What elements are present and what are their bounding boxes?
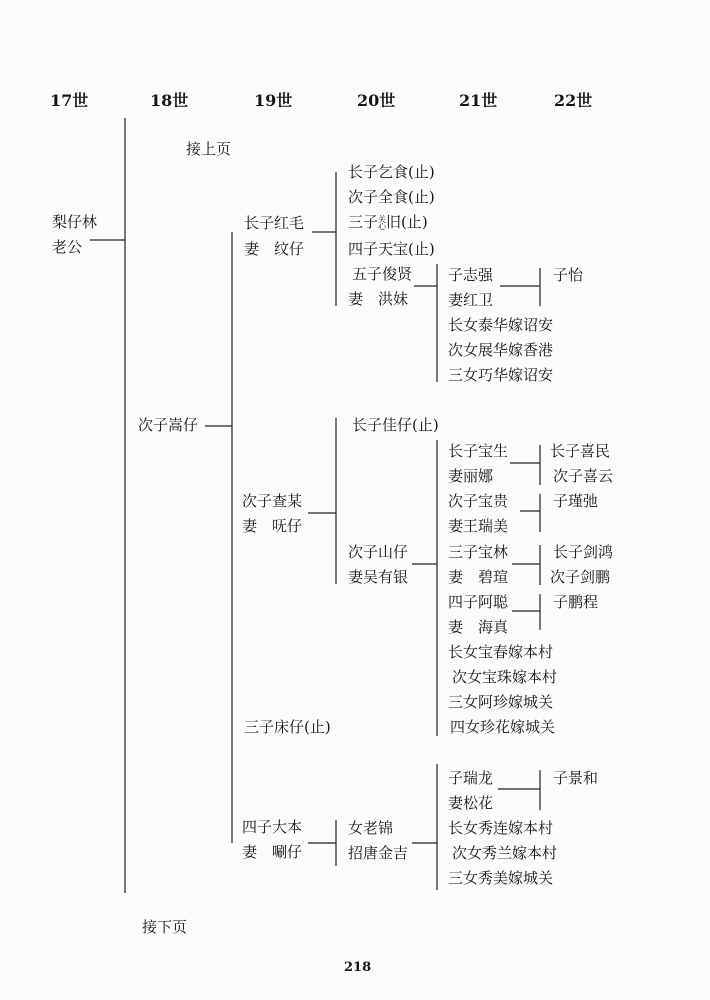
g21-daughter: 三女秀美嫁城关 xyxy=(448,869,554,887)
g21-daughter: 四女珍花嫁城关 xyxy=(450,718,556,736)
g20-son-a5: 五子俊贤 xyxy=(352,265,413,283)
g19-son-1: 长子红毛 xyxy=(244,214,305,232)
g21-daughter: 三女阿珍嫁城关 xyxy=(448,693,554,711)
g21-son: 次子宝贵 xyxy=(448,492,509,510)
g21-daughter: 三女巧华嫁诏安 xyxy=(448,366,554,384)
g21-daughter: 次女秀兰嫁本村 xyxy=(452,844,558,862)
g20-son-a3: 三子关 心旧(止) xyxy=(348,213,428,231)
g18-name: 次子嵩仔 xyxy=(138,416,199,434)
continued-to-note: 接下页 xyxy=(142,918,188,936)
g21-son: 子瑞龙 xyxy=(448,769,494,787)
g21-daughter: 长女泰华嫁诏安 xyxy=(448,316,554,334)
g20-daughter-c1: 女老锦 xyxy=(348,819,394,837)
g21-son: 长子宝生 xyxy=(448,442,509,460)
generation-header: 21世 xyxy=(459,91,498,110)
g21-daughter: 次女宝珠嫁本村 xyxy=(452,668,558,686)
generation-header: 22世 xyxy=(554,91,593,110)
g21-daughter: 次女展华嫁香港 xyxy=(448,341,554,359)
g22-son: 子瑾弛 xyxy=(553,492,599,510)
continued-from-note: 接上页 xyxy=(186,140,232,158)
g19-wife-1: 妻 纹仔 xyxy=(244,240,305,258)
g22-son: 次子剑鹏 xyxy=(550,568,611,586)
g22-son: 次子喜云 xyxy=(553,467,614,485)
g21-wife: 妻 海真 xyxy=(448,618,509,636)
g20-son-a1: 长子乞食(止) xyxy=(348,163,435,181)
g22-son: 子怡 xyxy=(553,266,584,284)
generation-header: 18世 xyxy=(150,91,189,110)
page-number: 218 xyxy=(344,960,372,975)
g21-son: 子志强 xyxy=(448,266,494,284)
g20-son-b2: 次子山仔 xyxy=(348,543,409,561)
g21-wife: 妻 碧瑄 xyxy=(448,568,509,586)
g20-son-a2: 次子全食(止) xyxy=(348,188,435,206)
g21-wife: 妻丽娜 xyxy=(448,467,494,485)
g21-son: 四子阿聪 xyxy=(448,593,509,611)
g21-wife: 妻红卫 xyxy=(448,291,494,309)
g21-son: 三子宝林 xyxy=(448,543,509,561)
g20-wife-b2: 妻吴有银 xyxy=(348,568,409,586)
g19-son-3: 三子床仔(止) xyxy=(244,718,331,736)
generation-header: 19世 xyxy=(254,91,293,110)
generation-header: 20世 xyxy=(357,91,396,110)
g20-son-b1: 长子佳仔(止) xyxy=(352,416,439,434)
g20-husband-c1: 招唐金吉 xyxy=(348,844,409,862)
g22-son: 子鹏程 xyxy=(553,593,599,611)
g19-son-2: 次子查某 xyxy=(242,492,303,510)
g22-son: 长子喜民 xyxy=(550,442,611,460)
g21-daughter: 长女秀连嫁本村 xyxy=(448,819,554,837)
generation-header: 17世 xyxy=(50,91,89,110)
g22-son: 长子剑鸿 xyxy=(553,543,614,561)
g21-wife: 妻松花 xyxy=(448,794,494,812)
g21-wife: 妻王瑞美 xyxy=(448,517,509,535)
g19-son-4: 四子大本 xyxy=(242,818,303,836)
g17-title: 老公 xyxy=(52,238,83,256)
g19-wife-4: 妻 唰仔 xyxy=(242,843,303,861)
g19-wife-2: 妻 呒仔 xyxy=(242,517,303,535)
g22-son: 子景和 xyxy=(553,769,599,787)
g20-wife-a5: 妻 洪妹 xyxy=(348,290,409,308)
g21-daughter: 长女宝春嫁本村 xyxy=(448,643,554,661)
g20-son-a4: 四子天宝(止) xyxy=(348,240,435,258)
g17-name: 梨仔林 xyxy=(52,213,98,231)
